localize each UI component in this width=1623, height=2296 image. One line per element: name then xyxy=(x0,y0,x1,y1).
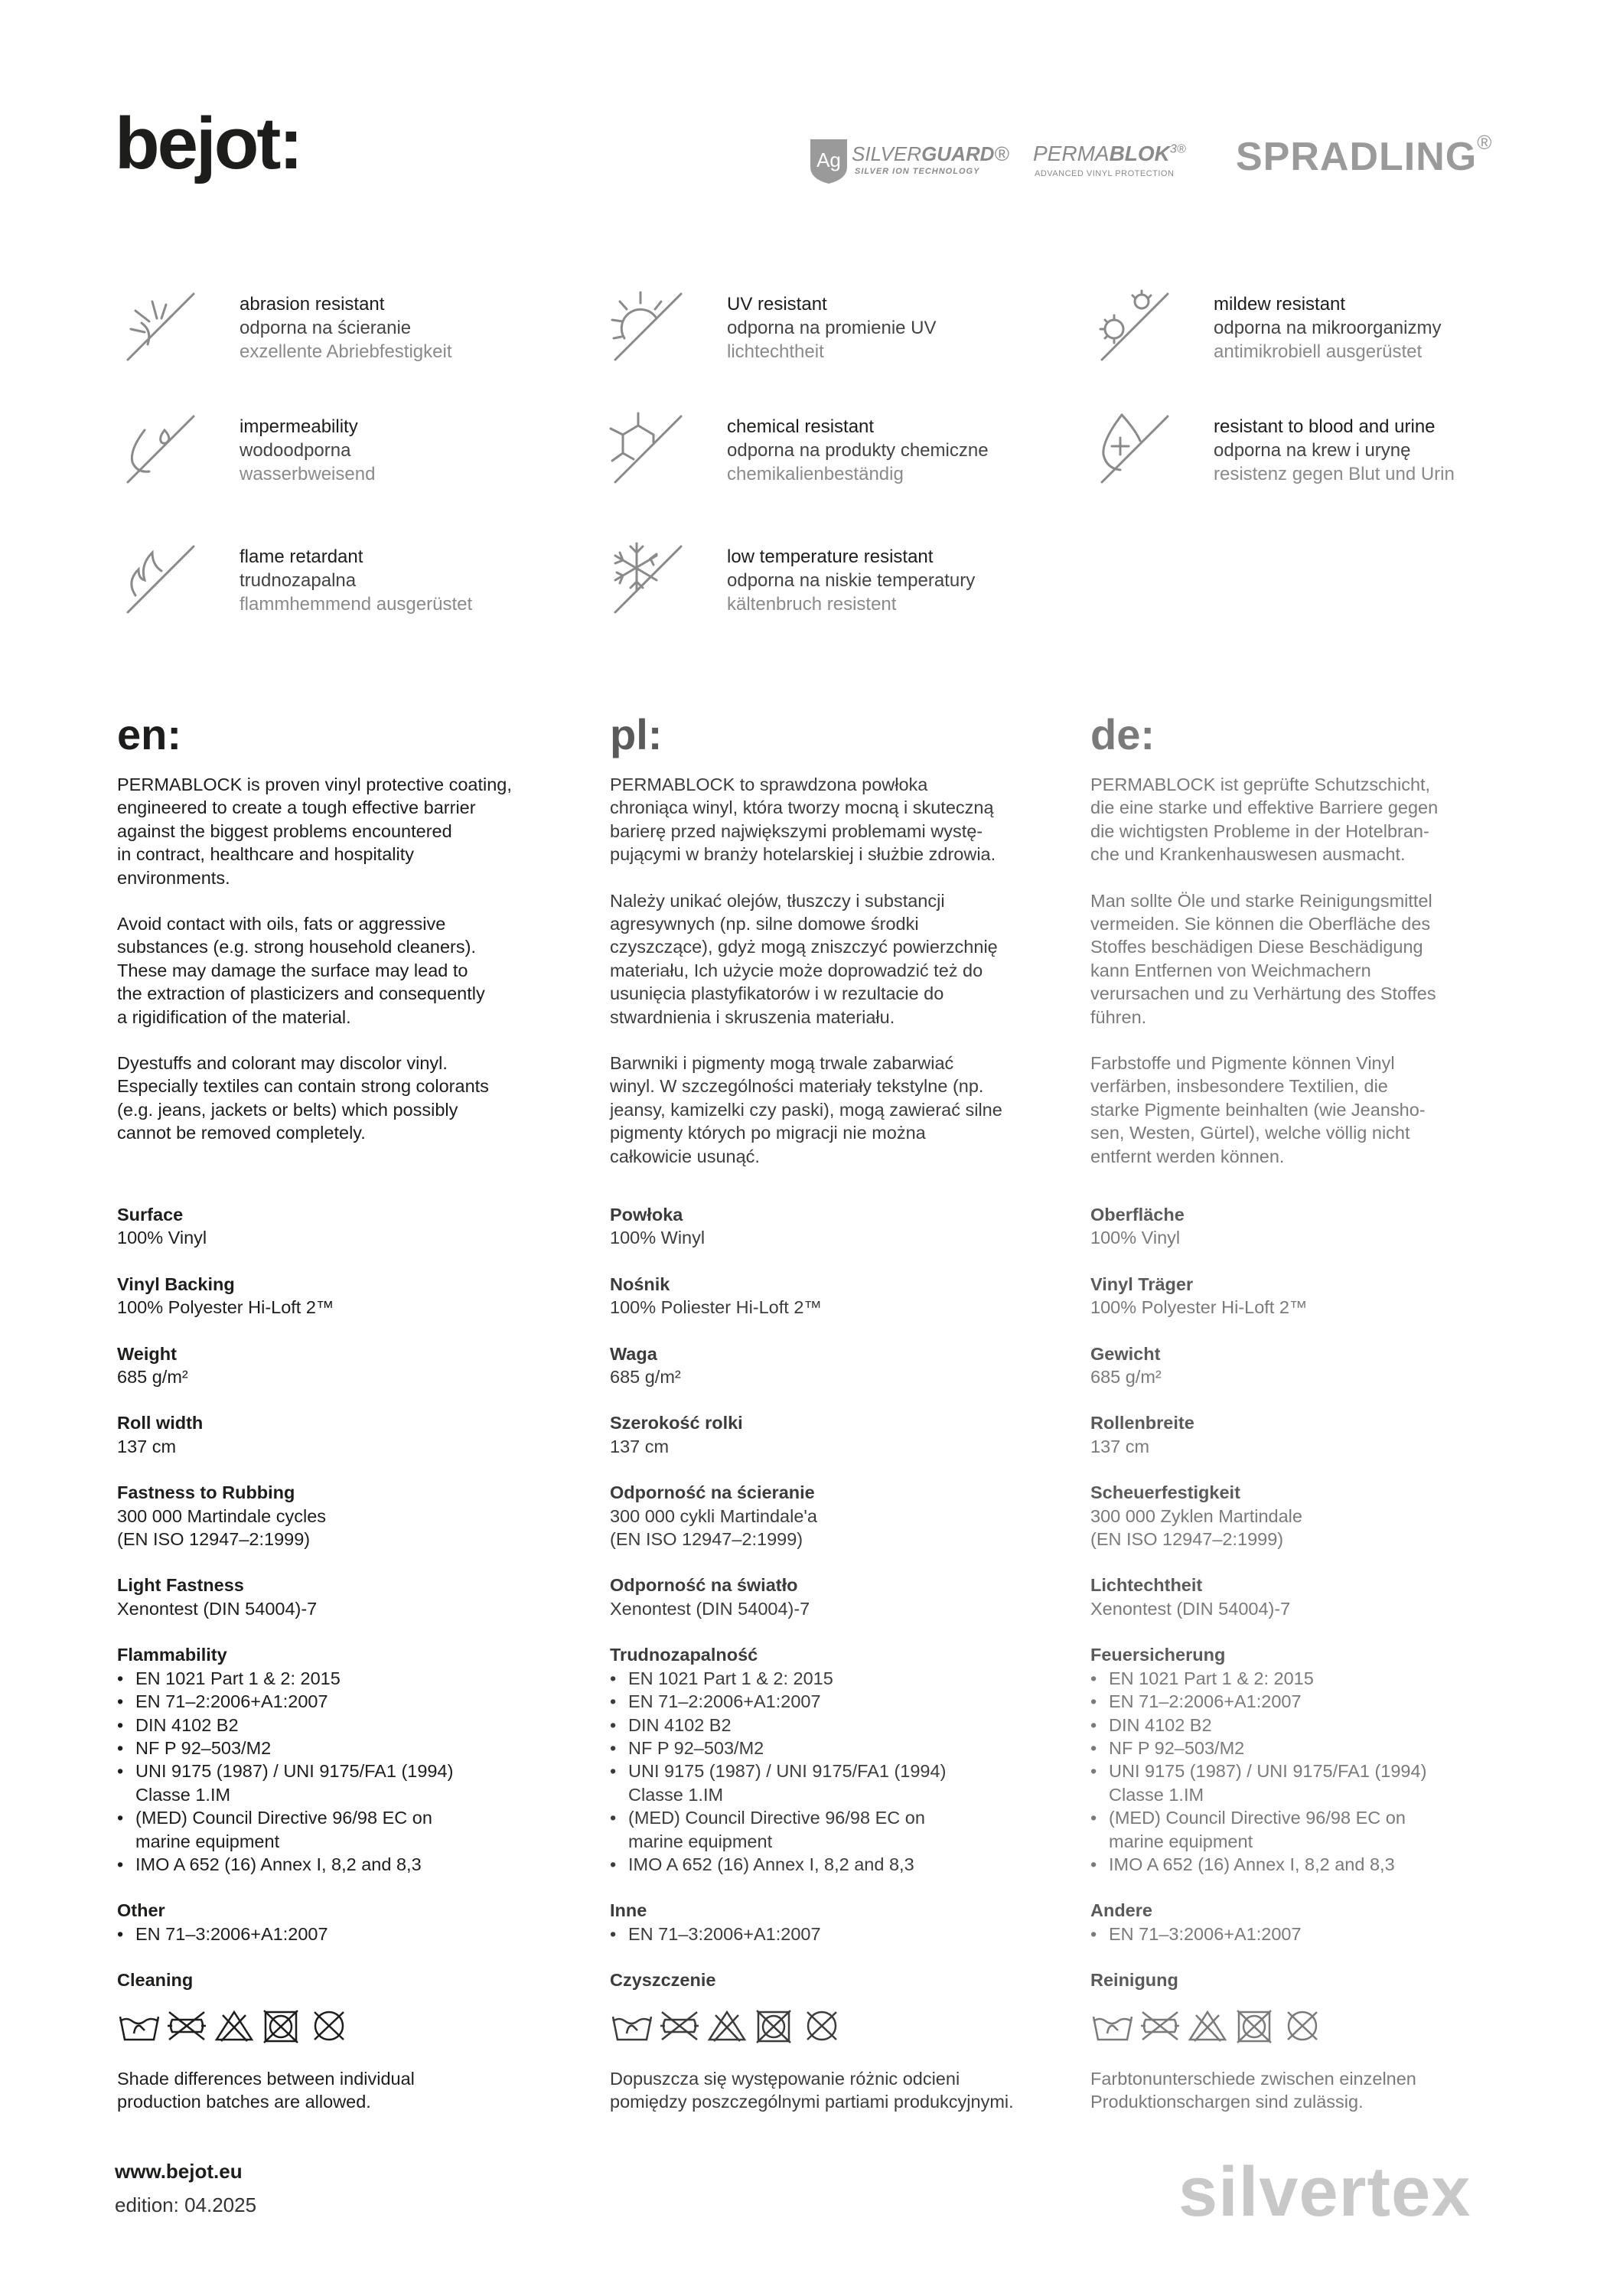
chemical-icon xyxy=(606,407,690,491)
text-line: starke Pigmente beinhalten (wie Jeansho- xyxy=(1090,1099,1426,1120)
feature-de: exzellente Abriebfestigkeit xyxy=(240,341,452,362)
text-line: marine equipment xyxy=(135,1831,280,1851)
text-line: • UNI 9175 (1987) / UNI 9175/FA1 (1994) xyxy=(628,1761,947,1782)
shade-note xyxy=(1090,2067,1527,2114)
care-symbols xyxy=(1090,2007,1527,2046)
spec-item xyxy=(1090,1968,1527,1991)
permablok-logo xyxy=(1033,142,1209,184)
hand-wash-icon xyxy=(610,2007,654,2044)
text-line: jeansy, kamizelki czy paski), mogą zawierać silne xyxy=(610,1099,1002,1120)
silverguard-reg: ® xyxy=(994,142,1009,165)
spec-label: Weight xyxy=(117,1343,177,1364)
feature-de: kältenbruch resistent xyxy=(727,594,897,615)
feature-de: chemikalienbeständig xyxy=(727,464,904,484)
spec-label: Andere xyxy=(1090,1900,1152,1921)
spec-item xyxy=(117,1203,553,1250)
text-line: Shade differences between individual xyxy=(117,2068,415,2089)
specs-pl xyxy=(610,1203,1046,2113)
spec-bullet-list xyxy=(610,1667,1046,1877)
spec-label: Vinyl Backing xyxy=(117,1274,235,1294)
ag-shield-icon xyxy=(807,136,850,185)
feature-mildew xyxy=(1093,285,1567,377)
text-line: Barwniki i pigmenty mogą trwale zabarwiać xyxy=(610,1053,954,1074)
spec-bullet xyxy=(1090,1714,1527,1737)
text-line: Especially textiles can contain strong colorants xyxy=(117,1076,489,1097)
spec-item xyxy=(610,1203,1046,1250)
text-line: che und Krankenhauswesen ausmacht. xyxy=(1090,844,1406,865)
spec-bullet xyxy=(610,1760,1046,1806)
feature-en: low temperature resistant xyxy=(727,546,934,567)
text-line: production batches are allowed. xyxy=(117,2091,371,2112)
text-line: environments. xyxy=(117,867,230,888)
text-line: pigmenty których po migracji nie można xyxy=(610,1123,926,1143)
spec-label: Other xyxy=(117,1900,165,1921)
spec-label: Czyszczenie xyxy=(610,1970,716,1991)
text-line: • EN 1021 Part 1 & 2: 2015 xyxy=(135,1668,341,1688)
spec-item xyxy=(117,1899,553,1945)
hand-wash-icon xyxy=(117,2007,161,2044)
spec-label: Trudnozapalność xyxy=(610,1645,758,1665)
spec-bullet-list xyxy=(117,1923,553,1945)
spradling-reg: ® xyxy=(1477,131,1493,154)
text-line: • UNI 9175 (1987) / UNI 9175/FA1 (1994) xyxy=(1109,1761,1427,1782)
spec-item xyxy=(610,1899,1046,1945)
text-line: Avoid contact with oils, fats or aggressive xyxy=(117,914,446,934)
droplet-icon xyxy=(119,407,203,491)
no-wring-icon xyxy=(1138,2007,1182,2044)
text-line: PERMABLOCK to sprawdzona powłoka xyxy=(610,775,928,794)
feature-en: mildew resistant xyxy=(1214,294,1346,315)
feature-de: lichtechtheit xyxy=(727,341,824,362)
website-link[interactable]: www.bejot.eu xyxy=(115,2160,243,2183)
feature-de: flammhemmend ausgerüstet xyxy=(240,594,473,615)
text-line: • IMO A 652 (16) Annex I, 8,2 and 8,3 xyxy=(628,1854,914,1874)
spec-item xyxy=(117,1481,553,1551)
no-wring-icon xyxy=(165,2007,209,2044)
text-line: materiału, Ich użycie może doprowadzić też do xyxy=(610,960,983,980)
spec-bullet xyxy=(1090,1667,1527,1690)
text-line: die eine starke und effektive Barriere gegen xyxy=(1090,797,1439,818)
text-line: Classe 1.IM xyxy=(628,1784,724,1805)
spec-bullet xyxy=(1090,1760,1527,1806)
text-line: • EN 71–2:2006+A1:2007 xyxy=(628,1691,821,1712)
feature-pl: wodoodporna xyxy=(240,440,351,461)
feature-en: resistant to blood and urine xyxy=(1214,416,1436,437)
no-bleach-icon xyxy=(705,2007,749,2044)
spec-label: Roll width xyxy=(117,1413,204,1433)
column-heading: de: xyxy=(1090,710,1155,758)
text-line: • EN 71–3:2006+A1:2007 xyxy=(135,1923,328,1944)
spec-item xyxy=(117,1968,553,1991)
text-line: (EN ISO 12947–2:1999) xyxy=(117,1529,311,1550)
spec-item xyxy=(610,1643,1046,1876)
feature-blood-urine xyxy=(1093,407,1567,499)
care-symbols xyxy=(117,2007,553,2046)
text-line: 685 g/m² xyxy=(610,1367,681,1388)
spec-bullet-list xyxy=(1090,1667,1527,1877)
spec-item xyxy=(1090,1342,1527,1389)
description-paragraph xyxy=(117,773,553,889)
text-line: 100% Polyester Hi-Loft 2™ xyxy=(117,1297,334,1318)
description-paragraph xyxy=(117,1052,553,1145)
feature-en: UV resistant xyxy=(727,294,827,315)
text-line: These may damage the surface may lead to xyxy=(117,960,468,980)
spec-item xyxy=(1090,1203,1527,1250)
text-line: (e.g. jeans, jackets or belts) which possibly xyxy=(117,1099,458,1120)
feature-pl: odporna na produkty chemiczne xyxy=(727,440,989,461)
spec-item xyxy=(1090,1643,1527,1876)
text-line: • EN 71–3:2006+A1:2007 xyxy=(1109,1923,1302,1944)
no-bleach-icon xyxy=(1185,2007,1230,2044)
spec-bullet-list xyxy=(1090,1923,1527,1945)
text-line: Xenontest (DIN 54004)-7 xyxy=(117,1598,318,1619)
text-line: kann Entfernen von Weichmachern xyxy=(1090,960,1371,980)
text-line: czyszczące), gdyż mogą zniszczyć powierzchnię xyxy=(610,937,998,957)
text-line: • EN 71–2:2006+A1:2007 xyxy=(1109,1691,1302,1712)
spec-item xyxy=(117,1273,553,1319)
silvertex-logo: silvertex xyxy=(1178,2153,1471,2231)
spec-bullet xyxy=(117,1853,553,1876)
spec-bullet-list xyxy=(610,1923,1046,1945)
spec-bullet xyxy=(117,1667,553,1690)
permablok-sup: 3 xyxy=(1169,142,1177,156)
text-line: PERMABLOCK ist geprüfte Schutzschicht, xyxy=(1090,775,1431,794)
spec-label: Odporność na światło xyxy=(610,1575,798,1596)
spec-label: Scheuerfestigkeit xyxy=(1090,1482,1240,1503)
column-heading: en: xyxy=(117,710,181,758)
hand-wash-icon xyxy=(1090,2007,1135,2044)
text-line: marine equipment xyxy=(628,1831,773,1851)
spec-label: Oberfläche xyxy=(1090,1205,1185,1225)
text-line: Classe 1.IM xyxy=(1109,1784,1204,1805)
sun-icon xyxy=(606,285,690,369)
text-line: verfärben, insbesondere Textilien, die xyxy=(1090,1076,1388,1097)
spec-label: Inne xyxy=(610,1900,647,1921)
permablok-name xyxy=(1033,142,1186,166)
spec-item xyxy=(1090,1899,1527,1945)
spec-bullet xyxy=(117,1690,553,1713)
column-en xyxy=(117,712,553,1168)
feature-en: abrasion resistant xyxy=(240,294,385,315)
edition-text: edition: 04.2025 xyxy=(115,2193,257,2216)
text-line: agresywnych (np. silne domowe środki xyxy=(610,914,919,934)
text-line: • (MED) Council Directive 96/98 EC on xyxy=(628,1808,925,1828)
description-paragraph xyxy=(610,1052,1046,1168)
text-line: • DIN 4102 B2 xyxy=(135,1714,239,1735)
text-line: 137 cm xyxy=(117,1436,177,1456)
text-line: • IMO A 652 (16) Annex I, 8,2 and 8,3 xyxy=(1109,1854,1395,1874)
spec-label: Lichtechtheit xyxy=(1090,1575,1203,1596)
spec-label: Feuersicherung xyxy=(1090,1645,1226,1665)
feature-chemical xyxy=(606,407,1080,499)
feature-en: flame retardant xyxy=(240,546,363,567)
ag-text: Ag xyxy=(816,148,841,171)
spec-label: Fastness to Rubbing xyxy=(117,1482,295,1503)
no-tumble-dry-icon xyxy=(259,2007,304,2044)
text-line: entfernt werden können. xyxy=(1090,1146,1285,1166)
spec-label: Light Fastness xyxy=(117,1575,244,1596)
flame-icon xyxy=(119,537,203,621)
description-paragraph xyxy=(610,773,1046,866)
spradling-name: SPRADLING xyxy=(1236,135,1478,179)
spec-bullet xyxy=(117,1806,553,1853)
text-line: die wichtigsten Probleme in der Hotelbran- xyxy=(1090,820,1429,841)
spec-item xyxy=(610,1411,1046,1458)
silverguard-name-light: SILVER xyxy=(852,142,922,165)
feature-pl: odporna na krew i urynę xyxy=(1214,440,1411,461)
no-tumble-dry-icon xyxy=(1233,2007,1277,2044)
text-line: • IMO A 652 (16) Annex I, 8,2 and 8,3 xyxy=(135,1854,422,1874)
text-line: Należy unikać olejów, tłuszczy i substancji xyxy=(610,890,945,911)
spec-item xyxy=(117,1643,553,1876)
text-line: • EN 71–2:2006+A1:2007 xyxy=(135,1691,328,1712)
permablok-tagline: ADVANCED VINYL PROTECTION xyxy=(1035,169,1175,178)
column-heading: pl: xyxy=(610,710,663,758)
spec-label: Gewicht xyxy=(1090,1343,1161,1364)
text-line: führen. xyxy=(1090,1006,1147,1027)
spec-bullet xyxy=(117,1760,553,1806)
spec-bullet xyxy=(610,1853,1046,1876)
spec-label: Waga xyxy=(610,1343,657,1364)
spec-item xyxy=(610,1273,1046,1319)
text-line: Dopuszcza się występowanie różnic odcieni xyxy=(610,2068,960,2089)
care-symbols xyxy=(610,2007,1046,2046)
text-line: • EN 1021 Part 1 & 2: 2015 xyxy=(628,1668,833,1688)
text-line: (EN ISO 12947–2:1999) xyxy=(1090,1529,1284,1550)
spradling-logo xyxy=(1236,131,1493,180)
text-line: substances (e.g. strong household cleaners). xyxy=(117,937,476,957)
permablok-name-bold: BLOK xyxy=(1109,142,1170,165)
spec-bullet xyxy=(117,1737,553,1760)
feature-impermeability xyxy=(119,407,593,499)
spec-item xyxy=(610,1968,1046,1991)
text-line: • NF P 92–503/M2 xyxy=(628,1737,764,1758)
silverguard-tagline: SILVER ION TECHNOLOGY xyxy=(855,167,980,176)
feature-pl: odporna na niskie temperatury xyxy=(727,570,976,591)
no-dry-clean-icon xyxy=(800,2007,844,2044)
blood-drop-icon xyxy=(1093,407,1177,491)
spec-item xyxy=(610,1481,1046,1551)
text-line: 685 g/m² xyxy=(117,1367,188,1388)
text-line: 300 000 Zyklen Martindale xyxy=(1090,1505,1302,1526)
shade-note xyxy=(117,2067,553,2114)
spec-bullet xyxy=(610,1737,1046,1760)
spec-item xyxy=(117,1342,553,1389)
text-line: • NF P 92–503/M2 xyxy=(1109,1737,1245,1758)
text-line: PERMABLOCK is proven vinyl protective coating, xyxy=(117,775,512,794)
spec-bullet xyxy=(1090,1737,1527,1760)
feature-flame xyxy=(119,537,593,629)
text-line: 100% Winyl xyxy=(610,1228,706,1248)
spec-item xyxy=(1090,1481,1527,1551)
spec-label: Rollenbreite xyxy=(1090,1413,1194,1433)
spec-bullet xyxy=(117,1714,553,1737)
spec-label: Powłoka xyxy=(610,1205,683,1225)
text-line: against the biggest problems encountered xyxy=(117,820,452,841)
silverguard-logo xyxy=(807,136,1009,190)
text-line: pującymi w branży hotelarskiej i służbie zdrowia. xyxy=(610,844,996,865)
specs-de xyxy=(1090,1203,1527,2113)
description-paragraph xyxy=(610,889,1046,1029)
text-line: Farbtonunterschiede zwischen einzelnen xyxy=(1090,2068,1416,2089)
text-line: 137 cm xyxy=(1090,1436,1150,1456)
text-line: 137 cm xyxy=(610,1436,670,1456)
text-line: marine equipment xyxy=(1109,1831,1253,1851)
spec-bullet xyxy=(117,1923,553,1945)
feature-en: chemical resistant xyxy=(727,416,875,437)
spec-label: Flammability xyxy=(117,1645,227,1665)
silverguard-name-bold: GUARD xyxy=(921,142,995,165)
description-paragraph xyxy=(1090,1052,1527,1168)
spec-label: Surface xyxy=(117,1205,184,1225)
text-line: (EN ISO 12947–2:1999) xyxy=(610,1529,803,1550)
text-line: Xenontest (DIN 54004)-7 xyxy=(610,1598,810,1619)
no-dry-clean-icon xyxy=(1280,2007,1325,2044)
text-line: • DIN 4102 B2 xyxy=(1109,1714,1212,1735)
spec-bullet xyxy=(1090,1690,1527,1713)
bejot-logo: bejot: xyxy=(115,103,301,184)
text-line: Xenontest (DIN 54004)-7 xyxy=(1090,1598,1291,1619)
silverguard-name xyxy=(852,142,1009,166)
feature-uv xyxy=(606,285,1080,377)
text-line: 300 000 Martindale cycles xyxy=(117,1505,327,1526)
text-line: • (MED) Council Directive 96/98 EC on xyxy=(135,1808,432,1828)
spec-label: Reinigung xyxy=(1090,1970,1178,1991)
feature-en: impermeability xyxy=(240,416,358,437)
spec-label: Nośnik xyxy=(610,1274,670,1294)
spec-bullet xyxy=(610,1667,1046,1690)
snowflake-icon xyxy=(606,537,690,621)
text-line: • UNI 9175 (1987) / UNI 9175/FA1 (1994) xyxy=(135,1761,454,1782)
text-line: Dyestuffs and colorant may discolor vinyl. xyxy=(117,1053,448,1074)
feature-de: wasserbweisend xyxy=(240,464,376,484)
text-line: Man sollte Öle und starke Reinigungsmittel xyxy=(1090,890,1432,911)
spec-label: Szerokość rolki xyxy=(610,1413,743,1433)
text-line: vermeiden. Sie können die Oberfläche des xyxy=(1090,914,1431,934)
permablok-name-light: PERMA xyxy=(1033,142,1110,165)
spec-item xyxy=(610,1574,1046,1620)
text-line: Stoffes beschädigen Diese Beschädigung xyxy=(1090,937,1423,957)
spec-label: Vinyl Träger xyxy=(1090,1274,1194,1294)
text-line: barierę przed największymi problemami wystę- xyxy=(610,820,983,841)
text-line: 100% Poliester Hi-Loft 2™ xyxy=(610,1297,822,1318)
no-dry-clean-icon xyxy=(307,2007,351,2044)
text-line: winyl. W szczególności materiały tekstylne (np. xyxy=(610,1076,984,1097)
description-paragraph xyxy=(117,912,553,1029)
column-de xyxy=(1090,712,1527,1191)
text-line: Classe 1.IM xyxy=(135,1784,231,1805)
text-line: pomiędzy poszczególnymi partiami produkcyjnymi. xyxy=(610,2091,1014,2112)
spec-bullet xyxy=(1090,1853,1527,1876)
spec-bullet xyxy=(610,1714,1046,1737)
permablok-reg: ® xyxy=(1176,142,1186,156)
text-line: 100% Vinyl xyxy=(1090,1228,1181,1248)
feature-pl: odporna na ścieranie xyxy=(240,318,412,338)
abrasion-icon xyxy=(119,285,203,369)
text-line: 300 000 cykli Martindale'a xyxy=(610,1505,817,1526)
spec-bullet xyxy=(1090,1806,1527,1853)
spec-item xyxy=(610,1342,1046,1389)
feature-abrasion xyxy=(119,285,593,377)
text-line: in contract, healthcare and hospitality xyxy=(117,844,414,865)
text-line: cannot be removed completely. xyxy=(117,1123,366,1143)
text-line: a rigidification of the material. xyxy=(117,1006,351,1027)
spec-item xyxy=(1090,1574,1527,1620)
text-line: • EN 71–3:2006+A1:2007 xyxy=(628,1923,821,1944)
spec-item xyxy=(117,1574,553,1620)
feature-pl: odporna na mikroorganizmy xyxy=(1214,318,1442,338)
text-line: the extraction of plasticizers and consequently xyxy=(117,983,485,1004)
text-line: całkowicie usunąć. xyxy=(610,1146,760,1166)
text-line: 100% Vinyl xyxy=(117,1228,207,1248)
feature-low-temperature xyxy=(606,537,1080,629)
text-line: engineered to create a tough effective barrier xyxy=(117,797,476,818)
text-line: Farbstoffe und Pigmente können Vinyl xyxy=(1090,1053,1395,1074)
text-line: • (MED) Council Directive 96/98 EC on xyxy=(1109,1808,1406,1828)
microbe-icon xyxy=(1093,285,1177,369)
text-line: • EN 1021 Part 1 & 2: 2015 xyxy=(1109,1668,1314,1688)
spec-bullet xyxy=(1090,1923,1527,1945)
spec-bullet xyxy=(610,1923,1046,1945)
no-tumble-dry-icon xyxy=(752,2007,797,2044)
text-line: usunięcia plastyfikatorów i w rezultacie do xyxy=(610,983,944,1004)
spec-bullet xyxy=(610,1690,1046,1713)
feature-pl: trudnozapalna xyxy=(240,570,357,591)
text-line: • DIN 4102 B2 xyxy=(628,1714,732,1735)
description-paragraph xyxy=(1090,889,1527,1029)
description-paragraph xyxy=(1090,773,1527,866)
text-line: stwardnienia i skruszenia materiału. xyxy=(610,1006,895,1027)
feature-de: antimikrobiell ausgerüstet xyxy=(1214,341,1423,362)
text-line: verursachen und zu Verhärtung des Stoffes xyxy=(1090,983,1436,1004)
feature-de: resistenz gegen Blut und Urin xyxy=(1214,464,1455,484)
text-line: 685 g/m² xyxy=(1090,1367,1162,1388)
text-line: Produktionschargen sind zulässig. xyxy=(1090,2091,1364,2112)
feature-pl: odporna na promienie UV xyxy=(727,318,937,338)
specs-en xyxy=(117,1203,553,2113)
spec-label: Cleaning xyxy=(117,1970,194,1991)
text-line: chroniąca winyl, która tworzy mocną i skuteczną xyxy=(610,797,994,818)
no-bleach-icon xyxy=(212,2007,256,2044)
spec-item xyxy=(117,1411,553,1458)
column-pl xyxy=(610,712,1046,1191)
spec-label: Odporność na ścieranie xyxy=(610,1482,815,1503)
spec-bullet xyxy=(610,1806,1046,1853)
spec-item xyxy=(1090,1273,1527,1319)
text-line: sen, Westen, Gürtel), welche völlig nicht xyxy=(1090,1123,1410,1143)
no-wring-icon xyxy=(657,2007,702,2044)
spec-item xyxy=(1090,1411,1527,1458)
text-line: 100% Polyester Hi-Loft 2™ xyxy=(1090,1297,1308,1318)
shade-note xyxy=(610,2067,1046,2114)
spec-bullet-list xyxy=(117,1667,553,1877)
text-line: • NF P 92–503/M2 xyxy=(135,1737,272,1758)
